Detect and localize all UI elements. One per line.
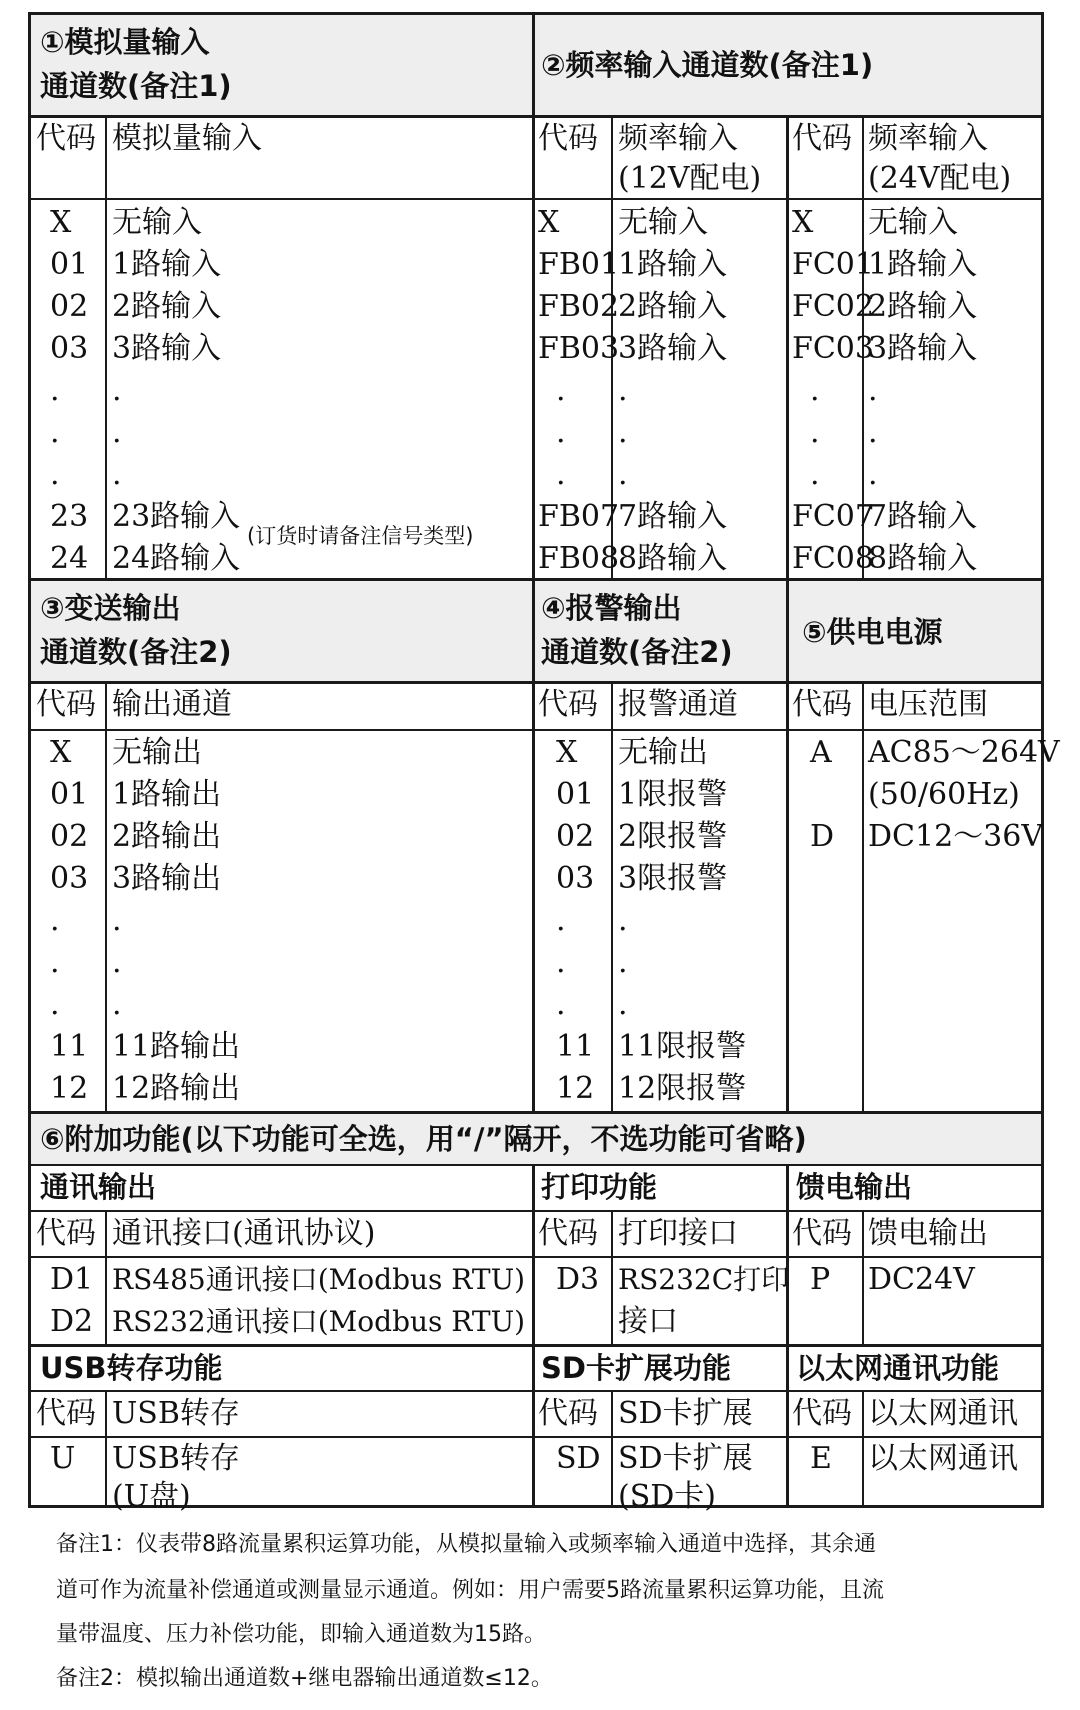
divider	[28, 1390, 1044, 1392]
print-header-name: 打印接口	[618, 1216, 738, 1251]
table-row-name: 12限报警	[618, 1071, 747, 1106]
section3-header-code: 代码	[36, 687, 96, 722]
table-row-name: 2路输入	[618, 289, 728, 324]
table-row-code: FB07	[538, 499, 620, 534]
table-row-code: 03	[556, 861, 595, 896]
table-row-name: (50/60Hz)	[868, 777, 1020, 812]
divider	[532, 12, 535, 1112]
sd-code: SD	[556, 1441, 601, 1476]
table-row-code: .	[556, 903, 566, 938]
section2-header-12v: 频率输入	[618, 121, 738, 156]
table-row-name: 8路输入	[868, 541, 978, 576]
table-row-code: 12	[50, 1071, 89, 1106]
divider	[28, 729, 1044, 731]
table-row-code: D2	[50, 1304, 94, 1339]
note1-line3: 量带温度、压力补偿功能，即输入通道数为15路。	[56, 1622, 546, 1647]
table-row-code: 02	[50, 289, 89, 324]
table-row-code: .	[810, 415, 820, 450]
section4-header-name: 报警通道	[618, 687, 738, 722]
usb-header-name: USB转存	[112, 1396, 240, 1431]
divider	[611, 681, 613, 1112]
table-row-code: 23	[50, 499, 89, 534]
sd-header-code: 代码	[538, 1396, 598, 1431]
table-row-code: FB01	[538, 247, 620, 282]
usb-header-code: 代码	[36, 1396, 96, 1431]
table-row-code: X	[50, 205, 72, 240]
sd-name: SD卡扩展	[618, 1441, 753, 1476]
feed-title: 馈电输出	[796, 1170, 913, 1204]
sd-title: SD卡扩展功能	[541, 1351, 731, 1385]
table-row-code: D1	[50, 1262, 94, 1297]
table-row-code: .	[50, 987, 60, 1022]
table-row-name: .	[112, 903, 122, 938]
table-row-name: 2路输出	[112, 819, 222, 854]
note1-line1: 备注1：仪表带8路流量累积运算功能，从模拟量输入或频率输入通道中选择，其余通	[56, 1532, 876, 1557]
table-row-code: 03	[50, 331, 89, 366]
comm-header-name: 通讯接口(通讯协议)	[112, 1216, 376, 1251]
table-row-code: .	[810, 457, 820, 492]
usb-title: USB转存功能	[40, 1351, 223, 1385]
table-row-code: .	[50, 415, 60, 450]
table-row-code: FC07	[792, 499, 874, 534]
table-row-name: 12路输出	[112, 1071, 241, 1106]
divider	[105, 681, 107, 1112]
eth-name: 以太网通讯	[868, 1441, 1018, 1476]
print-code: D3	[556, 1262, 600, 1297]
table-row-name: .	[112, 415, 122, 450]
comm-header-code: 代码	[36, 1216, 96, 1251]
section1-header-code: 代码	[36, 121, 96, 156]
usb-name: USB转存	[112, 1441, 240, 1476]
sd-name-2: (SD卡)	[618, 1479, 717, 1514]
table-row-code: 24	[50, 541, 89, 576]
table-row-code: A	[810, 735, 832, 770]
table-row-code: X	[538, 205, 560, 240]
table-row-code: .	[50, 373, 60, 408]
section4-header-code: 代码	[538, 687, 598, 722]
divider	[105, 115, 107, 580]
divider	[28, 1344, 1044, 1347]
feed-name: DC24V	[868, 1262, 975, 1297]
divider	[786, 1164, 789, 1508]
divider	[862, 1390, 864, 1508]
table-row-code: D	[810, 819, 835, 854]
table-row-name: AC85～264V	[868, 735, 1060, 770]
usb-code: U	[50, 1441, 76, 1476]
section5-title: ⑤供电电源	[802, 615, 943, 649]
feed-header-code: 代码	[792, 1216, 852, 1251]
table-row-name: 3限报警	[618, 861, 728, 896]
section4-title: ④报警输出	[541, 591, 682, 625]
section6-title: ⑥附加功能(以下功能可全选，用“/”隔开，不选功能可省略)	[40, 1122, 807, 1156]
table-row-code: .	[556, 945, 566, 980]
table-row-code: .	[50, 457, 60, 492]
table-row-code: FB08	[538, 541, 620, 576]
divider	[862, 681, 864, 1112]
table-row-name: 1路输入	[112, 247, 222, 282]
table-row-name: 2限报警	[618, 819, 728, 854]
table-row-code: 01	[50, 777, 89, 812]
section3-title-2: 通道数(备注2)	[40, 635, 232, 669]
section4-title-2: 通道数(备注2)	[541, 635, 733, 669]
section1-title-2: 通道数(备注1)	[40, 69, 232, 103]
table-row-code: FC02	[792, 289, 874, 324]
table-row-name: 3路输入	[112, 331, 222, 366]
table-row-name: 11限报警	[618, 1029, 747, 1064]
table-row-name: DC12～36V	[868, 819, 1044, 854]
divider	[105, 1210, 107, 1344]
table-row-name: 1路输入	[618, 247, 728, 282]
table-row-name: 1路输出	[112, 777, 222, 812]
sd-header-name: SD卡扩展	[618, 1396, 753, 1431]
table-row-code: X	[556, 735, 578, 770]
table-row-code: .	[556, 987, 566, 1022]
section2-title: ②频率输入通道数(备注1)	[541, 48, 874, 82]
table-row-code: .	[556, 457, 566, 492]
table-row-name: 无输出	[618, 735, 708, 770]
table-row-name: 1路输入	[868, 247, 978, 282]
table-row-code: 02	[50, 819, 89, 854]
table-row-name: .	[112, 373, 122, 408]
print-title: 打印功能	[541, 1170, 658, 1204]
eth-title: 以太网通讯功能	[796, 1351, 1000, 1385]
divider	[105, 1390, 107, 1508]
table-row-name: 8路输入	[618, 541, 728, 576]
table-row-name: 无输入	[868, 205, 958, 240]
print-header-code: 代码	[538, 1216, 598, 1251]
table-row-name: .	[618, 945, 628, 980]
divider	[862, 1210, 864, 1344]
section2-header-24v: 频率输入	[868, 121, 988, 156]
eth-header-name: 以太网通讯	[868, 1396, 1018, 1431]
table-row-code: .	[556, 415, 566, 450]
table-row-code: FC01	[792, 247, 874, 282]
section3-title: ③变送输出	[40, 591, 181, 625]
section5-header-code: 代码	[792, 687, 852, 722]
table-row-name: .	[112, 457, 122, 492]
table-row-name: 11路输出	[112, 1029, 241, 1064]
table-row-name: 3路输入	[618, 331, 728, 366]
table-row-code: FC03	[792, 331, 874, 366]
table-row-name: RS232通讯接口(Modbus RTU)	[112, 1305, 526, 1338]
note1-line2: 道可作为流量补偿通道或测量显示通道。例如：用户需要5路流量累积运算功能，且流	[56, 1578, 884, 1603]
table-row-code: FB03	[538, 331, 620, 366]
table-row-code: .	[50, 903, 60, 938]
table-row-code: FC08	[792, 541, 874, 576]
divider	[28, 1164, 1044, 1166]
table-row-code: 01	[50, 247, 89, 282]
print-name: RS232C打印	[618, 1263, 790, 1296]
table-row-name: RS485通讯接口(Modbus RTU)	[112, 1263, 526, 1296]
table-row-code: 02	[556, 819, 595, 854]
section5-header-name: 电压范围	[868, 687, 988, 722]
table-row-code: .	[50, 945, 60, 980]
table-row-code: FB02	[538, 289, 620, 324]
table-row-code: 12	[556, 1071, 595, 1106]
usb-name-2: (U盘)	[112, 1479, 191, 1514]
table-row-name: 7路输入	[618, 499, 728, 534]
feed-code: P	[810, 1262, 831, 1297]
table-row-name: 无输出	[112, 735, 202, 770]
divider	[532, 1164, 535, 1508]
note2: 备注2：模拟输出通道数+继电器输出通道数≤12。	[56, 1666, 553, 1691]
divider	[28, 1111, 1044, 1114]
table-row-name: .	[868, 373, 878, 408]
divider	[611, 1390, 613, 1508]
comm-title: 通讯输出	[40, 1170, 157, 1204]
section2-header-code-24: 代码	[792, 121, 852, 156]
table-row-name: 3路输入	[868, 331, 978, 366]
table-row-code: .	[556, 373, 566, 408]
print-name-2: 接口	[618, 1304, 678, 1339]
table-row-name: 23路输入	[112, 499, 241, 534]
table-row-name: .	[618, 415, 628, 450]
table-row-code: 11	[50, 1029, 89, 1064]
table-row-name: .	[112, 987, 122, 1022]
table-row-name: .	[868, 415, 878, 450]
table-row-name: .	[868, 457, 878, 492]
section1-title: ①模拟量输入	[40, 25, 210, 59]
feed-header-name: 馈电输出	[868, 1216, 988, 1251]
section1-header-name: 模拟量输入	[112, 121, 262, 156]
section3-header-name: 输出通道	[112, 687, 232, 722]
table-row-name: .	[618, 457, 628, 492]
table-row-name: 2路输入	[868, 289, 978, 324]
table-row-code: 11	[556, 1029, 595, 1064]
divider	[28, 1256, 1044, 1258]
section2-header-24v-sub: (24V配电)	[868, 161, 1012, 196]
table-row-code: 03	[50, 861, 89, 896]
table-row-name: 3路输出	[112, 861, 222, 896]
table-row-name: .	[112, 945, 122, 980]
section2-header-12v-sub: (12V配电)	[618, 161, 762, 196]
table-row-name: .	[618, 987, 628, 1022]
eth-header-code: 代码	[792, 1396, 852, 1431]
divider	[28, 1210, 1044, 1212]
table-row-name: 无输入	[618, 205, 708, 240]
section2-header-code: 代码	[538, 121, 598, 156]
table-row-name: 无输入	[112, 205, 202, 240]
table-row-code: .	[810, 373, 820, 408]
table-row-code: 01	[556, 777, 595, 812]
table-row-name: 2路输入	[112, 289, 222, 324]
table-row-name: 1限报警	[618, 777, 728, 812]
table-row-name: 7路输入	[868, 499, 978, 534]
eth-code: E	[810, 1441, 832, 1476]
table-row-name: .	[618, 373, 628, 408]
divider	[611, 1210, 613, 1344]
table-row-code: X	[50, 735, 72, 770]
order-note: (订货时请备注信号类型)	[247, 524, 474, 548]
table-row-name: 24路输入	[112, 541, 241, 576]
table-row-name: .	[618, 903, 628, 938]
divider	[786, 115, 789, 1112]
table-row-code: X	[792, 205, 814, 240]
